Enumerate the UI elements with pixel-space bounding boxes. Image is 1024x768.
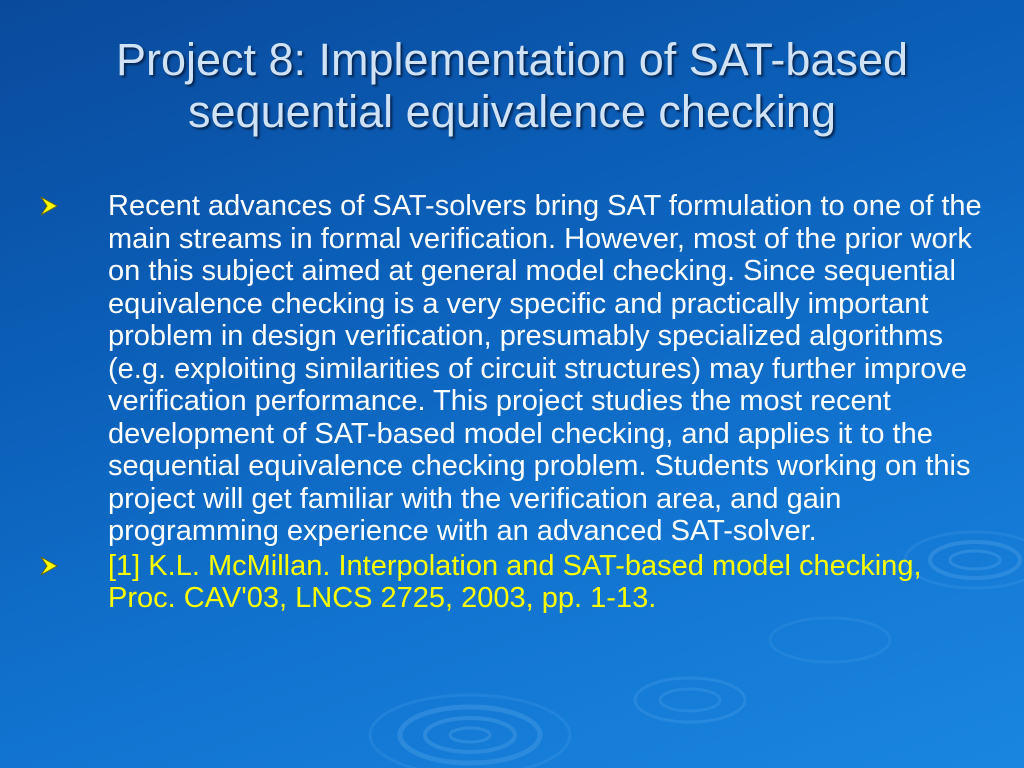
slide-title	[0, 34, 1024, 138]
bullet-item-reference	[34, 550, 994, 615]
bullet-text: Recent advances of SAT-solvers bring SAT formulation to one of the main streams in formal verification. However, most of the prior work on this subject aimed at general model checking. Since sequential equivalence checking is a very specific and practically important problem in design verification, presumably specialized algorithms (e.g. exploiting similarities of circuit structures) may further improve verification performance. This project studies the most recent development of SAT-based model checking, and applies it to the sequential equivalence checking problem. Students working on this project will get familiar with the verification area, and gain programming experience with an advanced SAT-solver.	[108, 190, 982, 547]
reference-text: [1] K.L. McMillan. Interpolation and SAT-based model checking, Proc. CAV'03, LNCS 2725, 2003, pp. 1-13.	[108, 549, 922, 614]
arrow-bullet-icon	[37, 554, 61, 578]
slide-title-line-2: sequential equivalence checking	[188, 86, 836, 137]
bullet-list	[34, 190, 994, 617]
slide-title-line-1: Project 8: Implementation of SAT-based	[115, 34, 909, 85]
bullet-item-description	[34, 190, 994, 548]
arrow-bullet-icon	[37, 194, 61, 218]
